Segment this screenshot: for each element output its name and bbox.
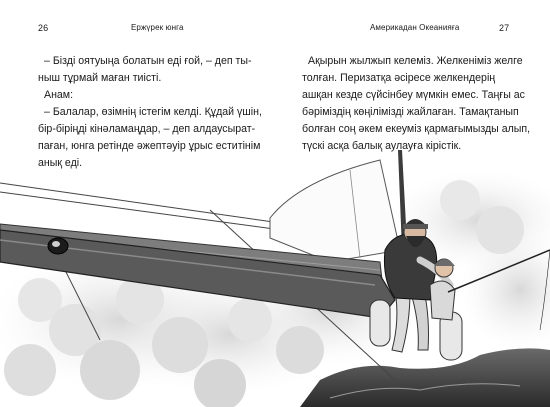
text-line: анық еді. — [38, 157, 83, 169]
text-line: – Балалар, өзімнің істегім келді. Құдай үшін, — [44, 106, 262, 118]
text-line: ныш тұрмай маған тиісті. — [38, 72, 162, 84]
porthole — [48, 238, 68, 254]
text-line: түскі асқа балық аулауға кірістік. — [302, 140, 462, 152]
text-line: паған, юнга ретінде әжептәуір ұрыс еститінім — [38, 140, 261, 152]
text-line: бір-біріңді кінәламаңдар, – деп алдаусырат- — [38, 123, 256, 135]
left-running-header: Ержүрек юнга — [131, 23, 184, 32]
text-line: ашқан кезде сүйсінбеу мүмкін емес. Таңғы ас — [302, 89, 525, 101]
right-page-body — [302, 53, 530, 155]
text-line: Ақырын жылжып келеміз. Желкеніміз желге — [308, 55, 523, 67]
text-line: бәріміздің көңіліміздi жайлаған. Тамақтанып — [302, 106, 519, 118]
text-line: – Бізді оятуыңа болатын еді ғой, – деп ты- — [44, 55, 252, 67]
left-page-number: 26 — [38, 23, 49, 33]
text-line: толған. Перизатқа әсіресе желкендерің — [302, 72, 496, 84]
right-page-number: 27 — [499, 23, 510, 33]
left-page-body — [38, 53, 262, 172]
right-running-header: Америкадан Океанияға — [370, 23, 460, 32]
text-line: болған соң әкем екеуміз қармағымызды алып, — [302, 123, 531, 135]
sail — [270, 160, 400, 262]
text-line: Анам: — [44, 89, 74, 101]
